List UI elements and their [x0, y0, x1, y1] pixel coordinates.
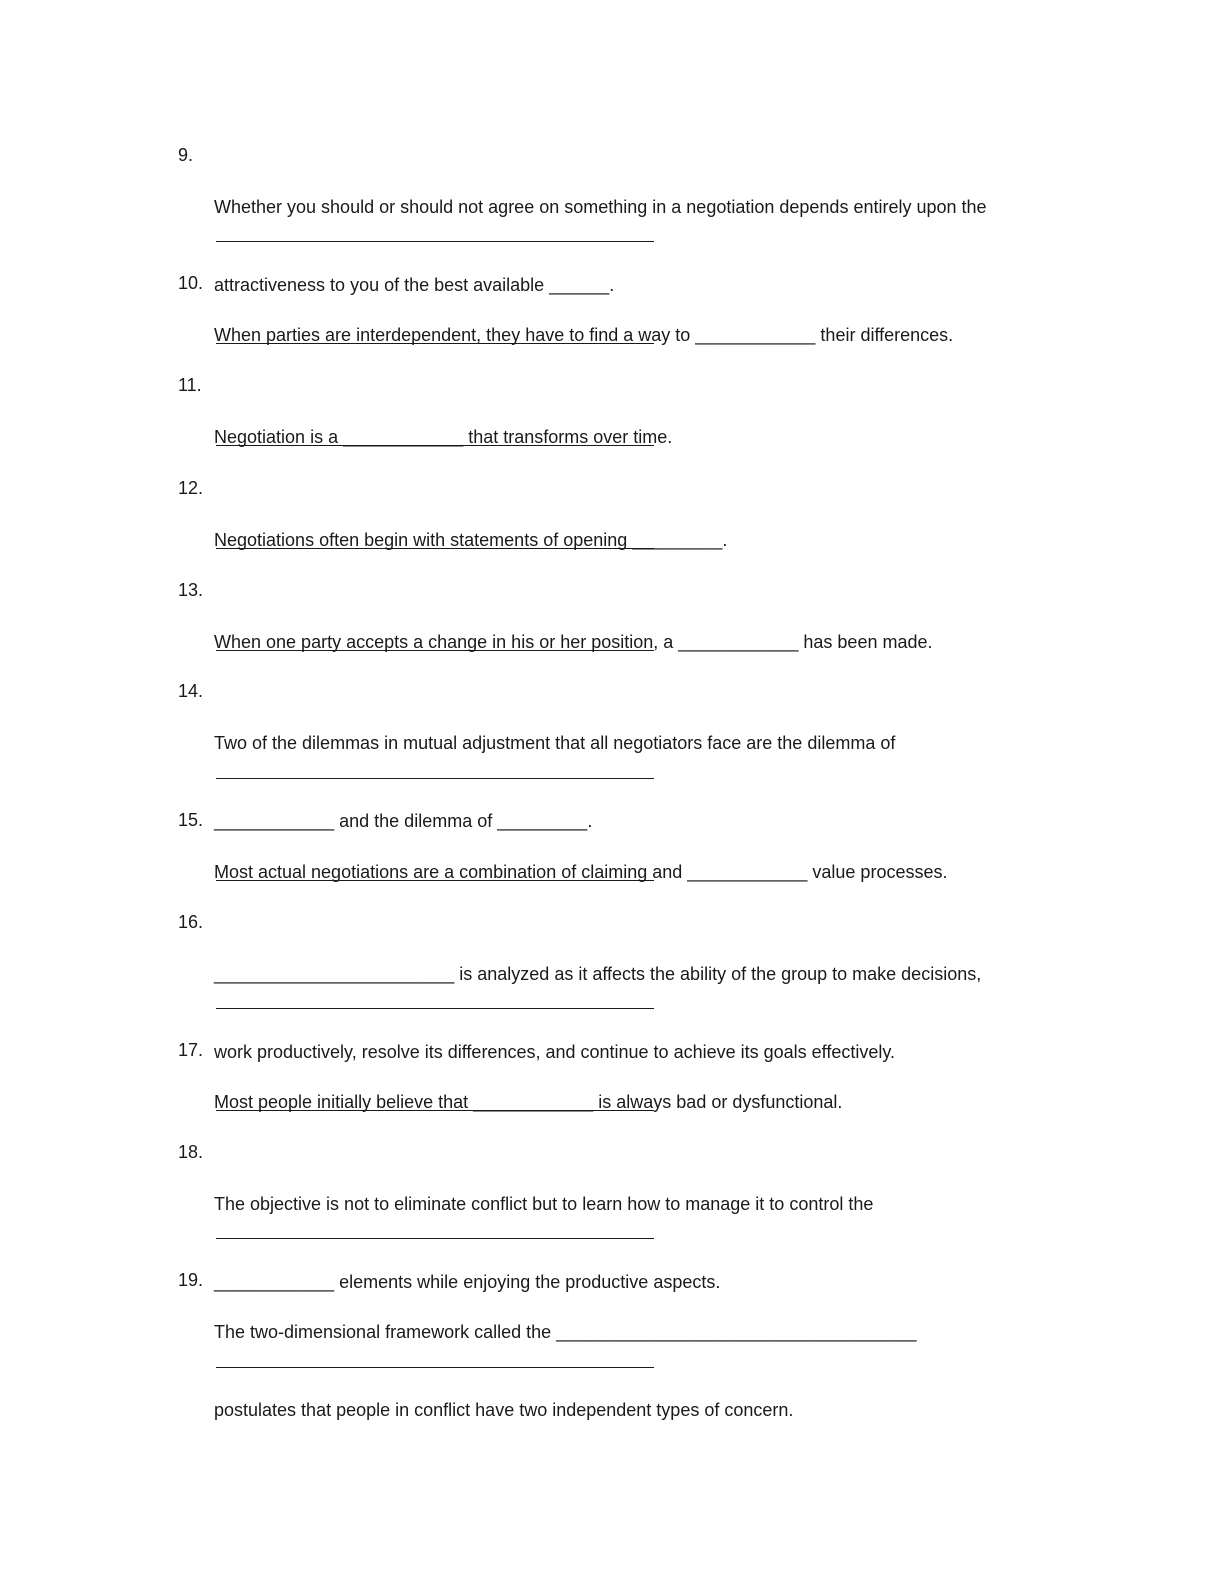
question-text-line: Most people initially believe that ____________ is always bad or dysfunctional.	[214, 1092, 843, 1112]
question-text-line: postulates that people in conflict have two independent types of concern.	[214, 1400, 794, 1420]
question-text-line: work productively, resolve its differences, and continue to achieve its goals effectively.	[214, 1042, 896, 1062]
question-text-line: When one party accepts a change in his or her position, a ____________ has been made.	[214, 632, 933, 652]
question-number: 16.	[178, 912, 204, 932]
answer-line-10[interactable]	[216, 343, 654, 344]
answer-line-9[interactable]	[216, 241, 654, 242]
question-number: 18.	[178, 1142, 204, 1162]
question-number: 19.	[178, 1270, 204, 1290]
question-number: 17.	[178, 1040, 204, 1060]
question-text-line: When parties are interdependent, they have to find a way to ____________ their differences.	[214, 325, 954, 345]
question-text-line: Most actual negotiations are a combination of claiming and ____________ value processes.	[214, 862, 948, 882]
question-number: 13.	[178, 580, 204, 600]
question-number: 10.	[178, 273, 204, 293]
answer-line-11[interactable]	[216, 445, 654, 446]
answer-line-16[interactable]	[216, 1008, 654, 1009]
answer-line-19[interactable]	[216, 1367, 654, 1368]
question-text-line: The objective is not to eliminate conflict but to learn how to manage it to control the	[214, 1194, 874, 1214]
answer-line-15[interactable]	[216, 880, 654, 881]
question-number: 9.	[178, 145, 194, 165]
question-number: 12.	[178, 478, 204, 498]
question-number: 14.	[178, 681, 204, 701]
question-text-line: attractiveness to you of the best available ______.	[214, 275, 615, 295]
answer-line-12[interactable]	[216, 548, 654, 549]
answer-line-14[interactable]	[216, 778, 654, 779]
question-text	[214, 1267, 1084, 1475]
question-text-line: ____________ and the dilemma of _________.	[214, 811, 593, 831]
answer-line-17[interactable]	[216, 1110, 654, 1111]
question-text-line: Two of the dilemmas in mutual adjustment that all negotiators face are the dilemma of	[214, 733, 896, 753]
question-number: 15.	[178, 810, 204, 830]
answer-line-18[interactable]	[216, 1238, 654, 1239]
question-text-line: Whether you should or should not agree on something in a negotiation depends entirely upon the	[214, 197, 987, 217]
question-number: 11.	[178, 375, 202, 395]
question-text-line: Negotiations often begin with statements of opening _________.	[214, 530, 728, 550]
question-text-line: ________________________ is analyzed as it affects the ability of the group to make decisions,	[214, 964, 982, 984]
question-text-line: ____________ elements while enjoying the productive aspects.	[214, 1272, 721, 1292]
question-text-line: Negotiation is a ____________ that transforms over time.	[214, 427, 673, 447]
answer-line-13[interactable]	[216, 650, 654, 651]
question-text-line: The two-dimensional framework called the ____________________________________	[214, 1322, 917, 1342]
